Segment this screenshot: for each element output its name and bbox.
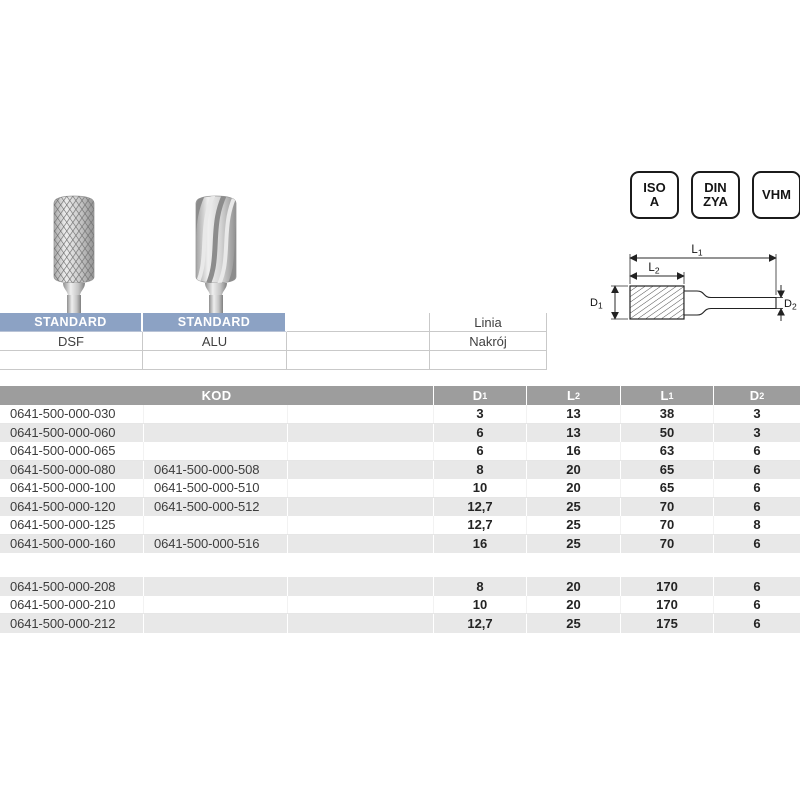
code-cell xyxy=(143,577,287,596)
code-cell-empty xyxy=(287,461,433,480)
column-header-l2: L 2 xyxy=(526,386,620,405)
value-cell: 20 xyxy=(526,577,620,596)
code-cell: 0641-500-000-208 xyxy=(10,578,116,594)
table-gap xyxy=(0,553,800,577)
value-cell: 6 xyxy=(713,461,800,480)
info-table xyxy=(0,313,547,370)
value-cell: 3 xyxy=(713,424,800,443)
code-cell-empty xyxy=(287,442,433,460)
code-cell-empty xyxy=(287,498,433,517)
main-table xyxy=(0,386,800,633)
table-row xyxy=(0,424,800,443)
info-cell-empty xyxy=(430,351,547,370)
code-cell-empty xyxy=(287,596,433,614)
code-cell-empty xyxy=(287,535,433,554)
code-cell-empty xyxy=(287,577,433,596)
value-cell: 6 xyxy=(713,498,800,517)
value-cell: 12,7 xyxy=(433,516,526,534)
info-row xyxy=(0,351,547,370)
badge-iso-a: ISO A xyxy=(630,171,679,219)
info-cell-linia: Linia xyxy=(430,313,547,332)
code-cell xyxy=(143,405,287,423)
norm-badges xyxy=(630,171,800,219)
info-cell-empty xyxy=(287,313,430,332)
value-cell: 170 xyxy=(620,596,713,614)
column-header-l1: L 1 xyxy=(620,386,713,405)
value-cell: 25 xyxy=(526,516,620,534)
value-cell: 175 xyxy=(620,614,713,633)
value-cell: 20 xyxy=(526,479,620,497)
info-row xyxy=(0,313,547,332)
value-cell: 10 xyxy=(433,596,526,614)
code-cell: 0641-500-000-160 xyxy=(10,536,116,552)
info-cell-empty xyxy=(143,351,287,370)
code-cell: 0641-500-000-125 xyxy=(10,517,116,533)
dsf-burr-image xyxy=(48,170,100,315)
code-cell-empty xyxy=(287,516,433,534)
code-cell: 0641-500-000-100 xyxy=(10,480,116,496)
table-row xyxy=(0,516,800,535)
label-d1: $D_1$ xyxy=(590,297,603,311)
info-cell-empty xyxy=(0,351,143,370)
info-cell-dsf: DSF xyxy=(0,332,143,351)
badge-vhm: VHM xyxy=(752,171,800,219)
label-l2: $L_2$ xyxy=(648,262,660,276)
value-cell: 12,7 xyxy=(433,614,526,633)
value-cell: 16 xyxy=(526,442,620,460)
info-cell-nakrój: Nakrój xyxy=(430,332,547,351)
code-cell xyxy=(143,424,287,443)
value-cell: 70 xyxy=(620,535,713,554)
code-cell: 0641-500-000-212 xyxy=(10,615,116,631)
value-cell: 6 xyxy=(433,442,526,460)
label-l1: $L_1$ xyxy=(691,244,703,258)
table-row xyxy=(0,614,800,633)
value-cell: 20 xyxy=(526,461,620,480)
value-cell: 10 xyxy=(433,479,526,497)
info-cell-empty xyxy=(287,351,430,370)
value-cell: 6 xyxy=(713,535,800,554)
code-cell: 0641-500-000-060 xyxy=(10,425,116,441)
code-cell xyxy=(143,614,287,633)
value-cell: 65 xyxy=(620,461,713,480)
value-cell: 6 xyxy=(713,577,800,596)
info-row xyxy=(0,332,547,351)
table-row xyxy=(0,479,800,498)
column-header-kod: KOD xyxy=(201,388,232,403)
value-cell: 6 xyxy=(713,442,800,460)
value-cell: 12,7 xyxy=(433,498,526,517)
value-cell: 6 xyxy=(713,614,800,633)
table-row xyxy=(0,498,800,517)
table-row xyxy=(0,442,800,461)
code-cell: 0641-500-000-516 xyxy=(143,535,287,554)
badge-din-zya: DIN ZYA xyxy=(691,171,740,219)
table-row xyxy=(0,596,800,615)
code-cell-empty xyxy=(287,479,433,497)
main-table-body xyxy=(0,405,800,633)
info-cell-standard: STANDARD xyxy=(143,313,287,332)
code-cell: 0641-500-000-508 xyxy=(143,461,287,480)
value-cell: 8 xyxy=(433,461,526,480)
diagram-shank xyxy=(684,291,776,315)
table-row xyxy=(0,405,800,424)
table-row xyxy=(0,535,800,554)
code-cell xyxy=(143,442,287,460)
value-cell: 25 xyxy=(526,498,620,517)
code-cell xyxy=(143,596,287,614)
code-cell-empty xyxy=(287,614,433,633)
value-cell: 20 xyxy=(526,596,620,614)
value-cell: 70 xyxy=(620,516,713,534)
value-cell: 6 xyxy=(713,596,800,614)
code-cell: 0641-500-000-120 xyxy=(10,499,116,515)
value-cell: 6 xyxy=(713,479,800,497)
code-cell-empty xyxy=(287,405,433,423)
label-d2: $D_2$ xyxy=(784,298,797,312)
value-cell: 70 xyxy=(620,498,713,517)
code-cell: 0641-500-000-510 xyxy=(143,479,287,497)
value-cell: 3 xyxy=(433,405,526,423)
code-cell: 0641-500-000-512 xyxy=(143,498,287,517)
info-cell-standard: STANDARD xyxy=(0,313,143,332)
value-cell: 8 xyxy=(433,577,526,596)
dimension-diagram xyxy=(588,238,800,330)
info-cell-empty xyxy=(287,332,430,351)
value-cell: 63 xyxy=(620,442,713,460)
value-cell: 3 xyxy=(713,405,800,423)
value-cell: 8 xyxy=(713,516,800,534)
value-cell: 16 xyxy=(433,535,526,554)
column-header-d1: D 1 xyxy=(433,386,526,405)
value-cell: 13 xyxy=(526,405,620,423)
code-cell: 0641-500-000-065 xyxy=(10,443,116,459)
value-cell: 13 xyxy=(526,424,620,443)
value-cell: 50 xyxy=(620,424,713,443)
table-row xyxy=(0,461,800,480)
value-cell: 6 xyxy=(433,424,526,443)
main-table-header xyxy=(0,386,800,405)
value-cell: 38 xyxy=(620,405,713,423)
value-cell: 170 xyxy=(620,577,713,596)
code-cell-empty xyxy=(287,424,433,443)
info-cell-alu: ALU xyxy=(143,332,287,351)
code-cell: 0641-500-000-210 xyxy=(10,596,116,612)
value-cell: 65 xyxy=(620,479,713,497)
code-cell xyxy=(143,516,287,534)
column-header-d2: D 2 xyxy=(713,386,800,405)
table-row xyxy=(0,577,800,596)
alu-burr-image xyxy=(190,170,242,315)
code-cell: 0641-500-000-080 xyxy=(10,462,116,478)
value-cell: 25 xyxy=(526,535,620,554)
code-cell: 0641-500-000-030 xyxy=(10,406,116,422)
value-cell: 25 xyxy=(526,614,620,633)
